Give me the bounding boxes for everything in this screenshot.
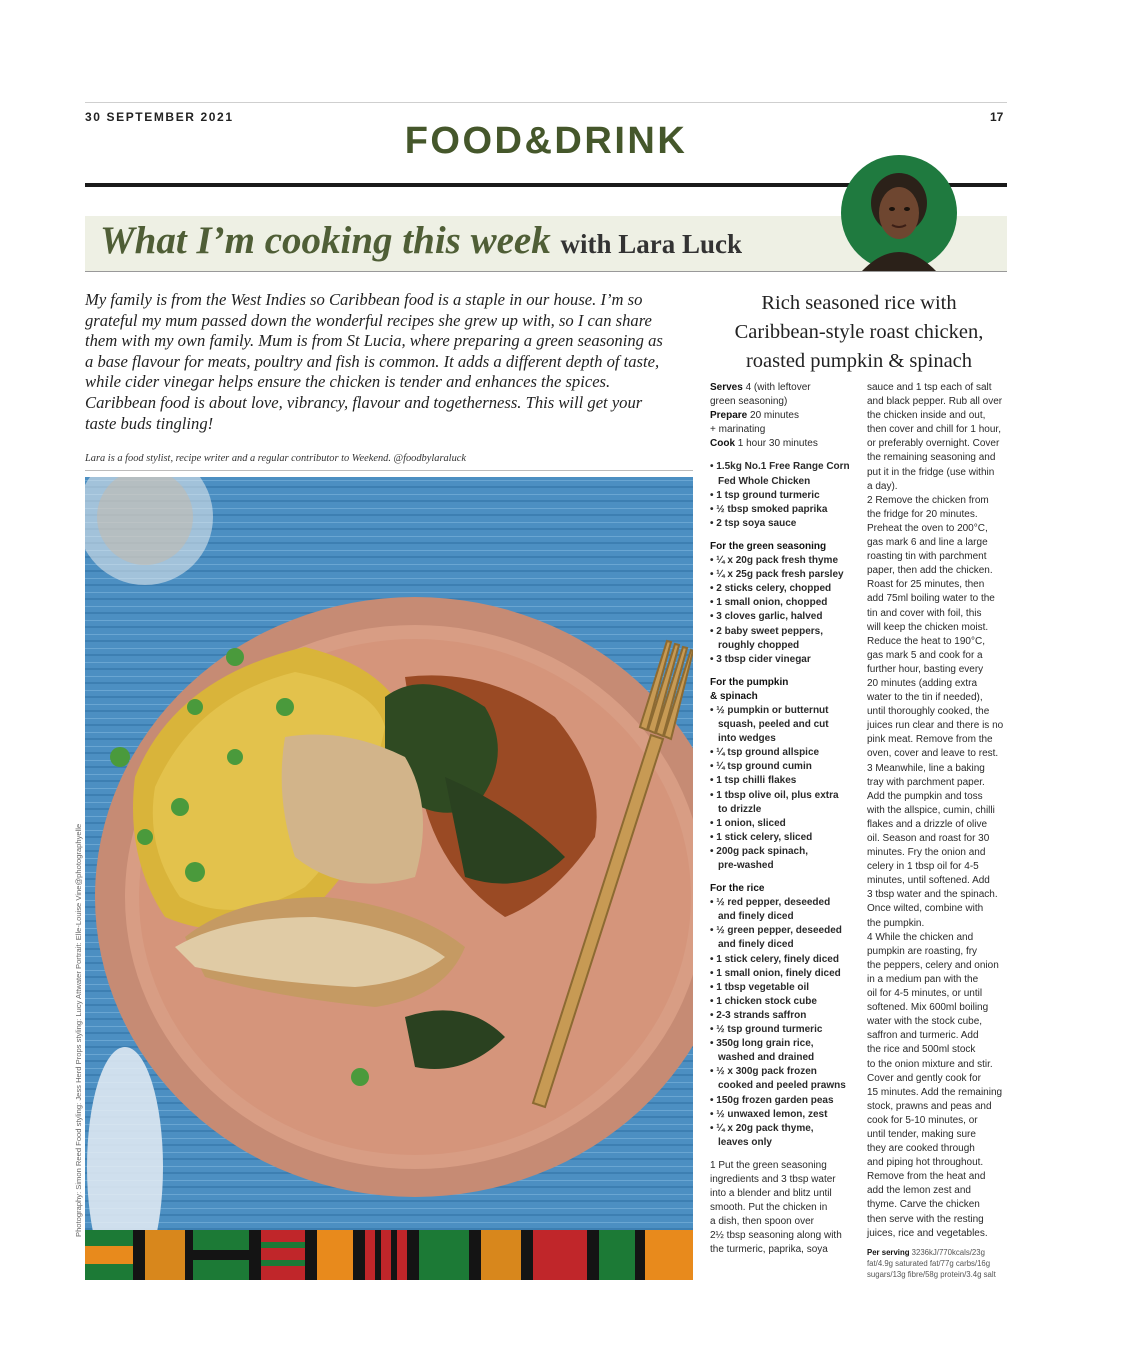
method-line: Reduce the heat to 190°C, bbox=[867, 635, 985, 647]
ingredient-line: • ¼ tsp ground cumin bbox=[710, 761, 812, 773]
method-line: the chicken inside and out, bbox=[867, 410, 986, 422]
ingredient-line: • ½ green pepper, deseeded bbox=[710, 925, 842, 937]
intro-text: My family is from the West Indies so Caribbean food is a staple in our house. I’m so grateful my mum passed down the wonderful recipes she grew up with, so I can share them with my own family. Mum is from St Lucia, where preparing a green seasoning as a base flavour for meats, poultry and fish is common. It adds a different depth of taste, while cider vinegar helps ensure the chicken is tender and enhances the spices. Caribbean food is about love, vibrancy, flavour and togetherness. This will get your taste buds tingling! bbox=[85, 290, 663, 433]
ingredient-line: • 1 stick celery, sliced bbox=[710, 831, 813, 843]
ingredient-line: • ½ red pepper, deseeded bbox=[710, 897, 831, 909]
method-line: put it in the fridge (use within bbox=[867, 466, 995, 478]
issue-date: 30 SEPTEMBER 2021 bbox=[85, 110, 234, 124]
recipe-title bbox=[710, 289, 1008, 376]
ingredient-line: pre-washed bbox=[718, 860, 774, 871]
ingredient-line: • 1 stick celery, finely diced bbox=[710, 953, 839, 965]
method-line: to the onion mixture and stir. bbox=[867, 1058, 993, 1070]
feature-subtitle: with Lara Luck bbox=[560, 229, 742, 259]
serves-info-cont: green seasoning) bbox=[710, 396, 788, 408]
recipe-photo bbox=[85, 477, 693, 1230]
rice-list bbox=[710, 896, 855, 1150]
ingredient-line: • 1 onion, sliced bbox=[710, 817, 786, 829]
ingredient-line: • 1 small onion, chopped bbox=[710, 597, 828, 609]
ingredient-line: squash, peeled and cut bbox=[718, 719, 829, 731]
method-line: the pumpkin. bbox=[867, 917, 925, 929]
method-line: stock, prawns and peas and bbox=[867, 1100, 992, 1112]
method-line: a day). bbox=[867, 480, 898, 492]
byline-rule bbox=[85, 470, 693, 471]
method-line: oil. Season and roast for 30 bbox=[867, 833, 990, 844]
green-seasoning-list bbox=[710, 554, 855, 667]
recipe-title-line: Caribbean-style roast chicken, bbox=[734, 321, 984, 343]
method-line: 20 minutes (adding extra bbox=[867, 677, 978, 689]
feature-heading bbox=[100, 218, 742, 263]
pumpkin-heading: For the pumpkin bbox=[710, 676, 789, 688]
method-line: Roast for 25 minutes, then bbox=[867, 579, 985, 591]
method-step-1: 1 Put the green seasoning ingredients and 3 tbsp water into a blender and blitz until smooth. Put the chicken in a dish, then spoon over 2½ tbsp seasoning along with the turmeric, paprika, soya bbox=[710, 1159, 842, 1256]
ingredient-line: • ¼ x 20g pack fresh thyme bbox=[710, 555, 839, 567]
method-line: 2 Remove the chicken from bbox=[867, 494, 989, 506]
ingredient-line: • ½ x 300g pack frozen bbox=[710, 1066, 817, 1078]
method-line: and piping hot throughout. bbox=[867, 1157, 984, 1169]
method-line: roasting tin with parchment bbox=[867, 551, 987, 563]
ingredient-line: and finely diced bbox=[718, 911, 794, 923]
ingredient-line: • 350g long grain rice, bbox=[710, 1038, 814, 1050]
feature-title: What I’m cooking this week bbox=[100, 219, 551, 262]
recipe-column-method bbox=[867, 381, 1010, 1280]
rice-heading: For the rice bbox=[710, 883, 765, 895]
section-title: FOOD&DRINK bbox=[404, 120, 688, 162]
prepare-info: Prepare 20 minutes bbox=[710, 410, 799, 422]
method-line: tray with parchment paper. bbox=[867, 776, 985, 788]
recipe-title-line: Rich seasoned rice with bbox=[761, 292, 957, 314]
main-ingredient-list bbox=[710, 460, 855, 530]
nutrition-per-serving: Per serving 3236kJ/770kcals/23g fat/4.9g saturated fat/77g carbs/16g sugars/13g fibre/58g protein/3.4g salt bbox=[867, 1247, 996, 1279]
ingredient-line: and finely diced bbox=[718, 939, 794, 951]
page-number: 17 bbox=[990, 110, 1004, 124]
method-line: then serve with the resting bbox=[867, 1213, 984, 1225]
ingredient-line: • 150g frozen garden peas bbox=[710, 1094, 834, 1106]
method-line: pink meat. Remove from the bbox=[867, 734, 993, 746]
method-line: thyme. Carve the chicken bbox=[867, 1199, 980, 1211]
method-line: oven, cover and leave to rest. bbox=[867, 748, 999, 760]
method-line: celery in 1 tbsp oil for 4-5 bbox=[867, 861, 979, 873]
pumpkin-list bbox=[710, 704, 855, 873]
method-line: sauce and 1 tsp each of salt bbox=[867, 382, 992, 393]
ingredient-line: • ½ tbsp smoked paprika bbox=[710, 503, 828, 515]
method-line: minutes, until softened. Add bbox=[867, 875, 990, 887]
method-line: pumpkin are roasting, fry bbox=[867, 945, 978, 957]
method-line: flakes and a drizzle of olive bbox=[867, 818, 988, 830]
ingredient-line: • 1 small onion, finely diced bbox=[710, 967, 841, 979]
ingredient-line: into wedges bbox=[718, 733, 776, 745]
ingredient-line: leaves only bbox=[718, 1136, 772, 1148]
method-line: 3 Meanwhile, line a baking bbox=[867, 762, 985, 774]
ingredient-line: • 2-3 strands saffron bbox=[710, 1009, 807, 1021]
pumpkin-heading-cont: & spinach bbox=[710, 690, 758, 702]
method-line: Once wilted, combine with bbox=[867, 903, 984, 915]
method-line: 4 While the chicken and bbox=[867, 931, 974, 943]
method-line: until thoroughly cooked, the bbox=[867, 706, 990, 718]
method-line: Add the pumpkin and toss bbox=[867, 790, 983, 802]
top-rule bbox=[85, 102, 1007, 103]
method-line: 3 tbsp water and the spinach. bbox=[867, 889, 998, 901]
method-line: add 75ml boiling water to the bbox=[867, 593, 995, 605]
ingredient-line: • 3 tbsp cider vinegar bbox=[710, 653, 811, 665]
method-line: the fridge for 20 minutes. bbox=[867, 508, 978, 520]
method-line: saffron and turmeric. Add bbox=[867, 1030, 979, 1042]
ingredient-line: to drizzle bbox=[718, 803, 762, 815]
ingredient-line: roughly chopped bbox=[718, 639, 800, 651]
recipe-title-line: roasted pumpkin & spinach bbox=[745, 350, 973, 372]
method-line: Cover and gently cook for bbox=[867, 1072, 981, 1084]
author-byline: Lara is a food stylist, recipe writer and a regular contributor to Weekend. @foodbylaraluck bbox=[85, 453, 466, 464]
method-line: the remaining seasoning and bbox=[867, 452, 996, 464]
green-seasoning-heading: For the green seasoning bbox=[710, 540, 827, 552]
author-portrait bbox=[826, 155, 972, 275]
cook-info: Cook 1 hour 30 minutes bbox=[710, 438, 818, 450]
method-line: with the allspice, cumin, chilli bbox=[867, 804, 995, 816]
ingredient-line: • 200g pack spinach, bbox=[710, 845, 808, 857]
method-line: and black pepper. Rub all over bbox=[867, 396, 1003, 408]
method-line: 15 minutes. Add the remaining bbox=[867, 1086, 1003, 1098]
ingredient-line: • 1 tbsp olive oil, plus extra bbox=[710, 789, 839, 801]
recipe-column-ingredients bbox=[710, 381, 855, 1258]
method-line: softened. Mix 600ml boiling bbox=[867, 1002, 989, 1014]
ingredient-line: cooked and peeled prawns bbox=[718, 1080, 846, 1092]
ingredient-line: washed and drained bbox=[718, 1052, 815, 1064]
method-line: will keep the chicken moist. bbox=[867, 621, 989, 633]
method-line: juices, rice and vegetables. bbox=[867, 1227, 988, 1239]
ingredient-line: • 1.5kg No.1 Free Range Corn bbox=[710, 461, 850, 473]
method-line: water with the stock cube, bbox=[867, 1016, 983, 1028]
method-line: gas mark 6 and line a large bbox=[867, 537, 988, 549]
ingredient-line: • ½ pumpkin or butternut bbox=[710, 704, 829, 716]
ingredient-line: • 1 tsp ground turmeric bbox=[710, 489, 820, 501]
method-line: juices run clear and there is no bbox=[867, 720, 1004, 732]
method-line: the rice and 500ml stock bbox=[867, 1044, 976, 1056]
ingredient-line: • 1 tsp chilli flakes bbox=[710, 775, 797, 787]
ingredient-line: Fed Whole Chicken bbox=[718, 475, 811, 487]
ingredient-line: • ¼ x 25g pack fresh parsley bbox=[710, 569, 844, 581]
method-line: the peppers, celery and onion bbox=[867, 959, 999, 971]
method-line: gas mark 5 and cook for a bbox=[867, 649, 983, 661]
ingredient-line: • ¼ tsp ground allspice bbox=[710, 747, 820, 759]
method-line: minutes. Fry the onion and bbox=[867, 847, 986, 859]
method-line: Remove from the heat and bbox=[867, 1171, 986, 1183]
kente-pattern-strip bbox=[85, 1230, 693, 1280]
method-line: paper, then add the chicken. bbox=[867, 565, 993, 577]
prepare-info-cont: + marinating bbox=[710, 424, 766, 436]
method-line: until tender, making sure bbox=[867, 1128, 976, 1140]
method-line: Preheat the oven to 200°C, bbox=[867, 522, 988, 534]
ingredient-line: • 2 tsp soya sauce bbox=[710, 517, 797, 529]
method-line: they are cooked through bbox=[867, 1143, 975, 1155]
serves-info: Serves 4 (with leftover bbox=[710, 382, 811, 393]
ingredient-line: • 1 chicken stock cube bbox=[710, 995, 817, 1007]
method-line: or preferably overnight. Cover bbox=[867, 438, 1000, 450]
method-line: tin and cover with foil, this bbox=[867, 607, 982, 619]
ingredient-line: • ½ unwaxed lemon, zest bbox=[710, 1108, 828, 1120]
ingredient-line: • ¼ x 20g pack thyme, bbox=[710, 1122, 814, 1134]
method-line: then cover and chill for 1 hour, bbox=[867, 424, 1001, 436]
ingredient-line: • ½ tsp ground turmeric bbox=[710, 1024, 823, 1036]
ingredient-line: • 2 baby sweet peppers, bbox=[710, 625, 823, 637]
method-line: add the lemon zest and bbox=[867, 1185, 971, 1197]
ingredient-line: • 1 tbsp vegetable oil bbox=[710, 981, 810, 993]
ingredient-line: • 2 sticks celery, chopped bbox=[710, 583, 832, 595]
ingredient-line: • 3 cloves garlic, halved bbox=[710, 611, 823, 623]
method-line: oil for 4-5 minutes, or until bbox=[867, 988, 983, 1000]
method-line: in a medium pan with the bbox=[867, 973, 979, 985]
method-line: cook for 5-10 minutes, or bbox=[867, 1114, 978, 1126]
method-line: further hour, basting every bbox=[867, 663, 984, 675]
method-line: water to the tin if needed), bbox=[867, 692, 983, 704]
